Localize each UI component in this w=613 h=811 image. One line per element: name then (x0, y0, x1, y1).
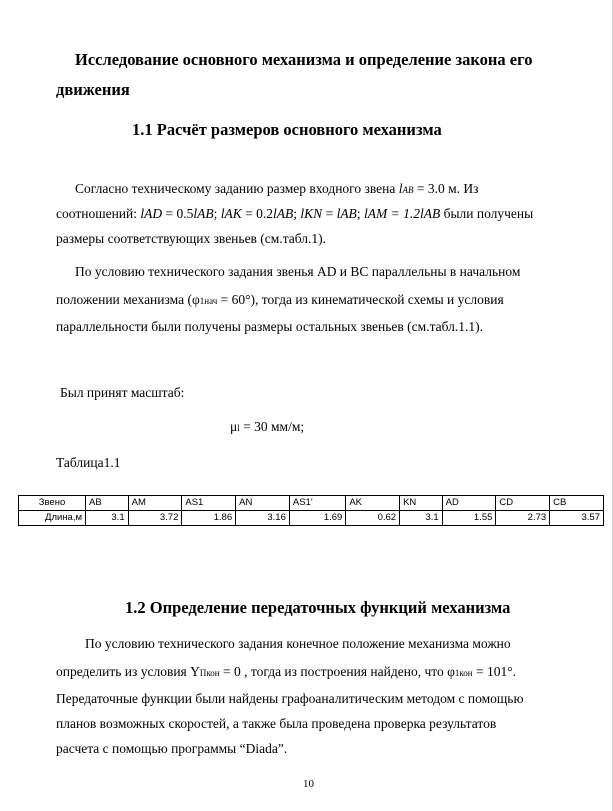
table-header-cell: AS1' (289, 496, 345, 511)
table-cell: 1.69 (289, 511, 345, 526)
para3-line1: По условию технического задания конечное положение механизма можно (85, 636, 511, 651)
table-header-cell: KN (400, 496, 443, 511)
para2-line1: По условию технического задания звенья AD и BC параллельны в начальном (75, 264, 521, 279)
table-header-cell: AD (442, 496, 496, 511)
table-header-cell: AM (128, 496, 182, 511)
table-row-label: Длина,м (19, 511, 86, 526)
para2-line3: параллельности были получены размеры остальных звеньев (см.табл.1.1). (56, 319, 484, 334)
table-caption: Таблица1.1 (56, 455, 121, 470)
para3-line5: расчета с помощью программы “Diada”. (56, 741, 288, 756)
scale-intro: Был принят масштаб: (60, 385, 185, 400)
section-title-line2: движения (56, 80, 130, 99)
table-row (19, 511, 604, 526)
scale-formula: μl = 30 мм/м; (230, 419, 305, 434)
table-header-cell: AK (346, 496, 400, 511)
table-cell: 2.73 (496, 511, 550, 526)
para1-line2: соотношений: lAD = 0.5lAB; lAK = 0.2lAB; lKN = lAB; lAM = 1.2lAB были получены (56, 206, 534, 221)
para1-line3: размеры соответствующих звеньев (см.табл.1). (56, 231, 327, 246)
table-cell: 3.1 (400, 511, 443, 526)
subsection2-title: 1.2 Определение передаточных функций механизма (125, 598, 511, 617)
para3-line4: планов возможных скоростей, а также была проведена проверка результатов (56, 716, 497, 731)
table-header-row (19, 496, 604, 511)
table-header-cell: Звено (19, 496, 86, 511)
para3-line2: определить из условия YПкон = 0 , тогда из построения найдено, что φ1кон = 101°. (56, 664, 517, 679)
table-cell: 1.86 (182, 511, 236, 526)
table-header-cell: AB (86, 496, 129, 511)
para2-line2: положении механизма (φ1нач = 60°), тогда из кинематической схемы и условия (56, 292, 504, 307)
table-header-cell: AS1 (182, 496, 236, 511)
table-cell: 3.57 (550, 511, 604, 526)
para1-line1: Согласно техническому заданию размер входного звена lAB = 3.0 м. Из (75, 181, 479, 196)
table-cell: 3.16 (236, 511, 290, 526)
dimensions-table (18, 495, 604, 526)
table-header-cell: AN (236, 496, 290, 511)
table-cell: 3.1 (86, 511, 129, 526)
table-header-cell: CD (496, 496, 550, 511)
page-number: 10 (303, 778, 314, 790)
table-cell: 1.55 (442, 511, 496, 526)
table-cell: 0.62 (346, 511, 400, 526)
para3-line3: Передаточные функции были найдены графоаналитическим методом с помощью (56, 691, 524, 706)
table-cell: 3.72 (128, 511, 182, 526)
subsection1-title: 1.1 Расчёт размеров основного механизма (132, 120, 442, 139)
section-title-line1: Исследование основного механизма и определение закона его (75, 50, 533, 69)
table-header-cell: CB (550, 496, 604, 511)
